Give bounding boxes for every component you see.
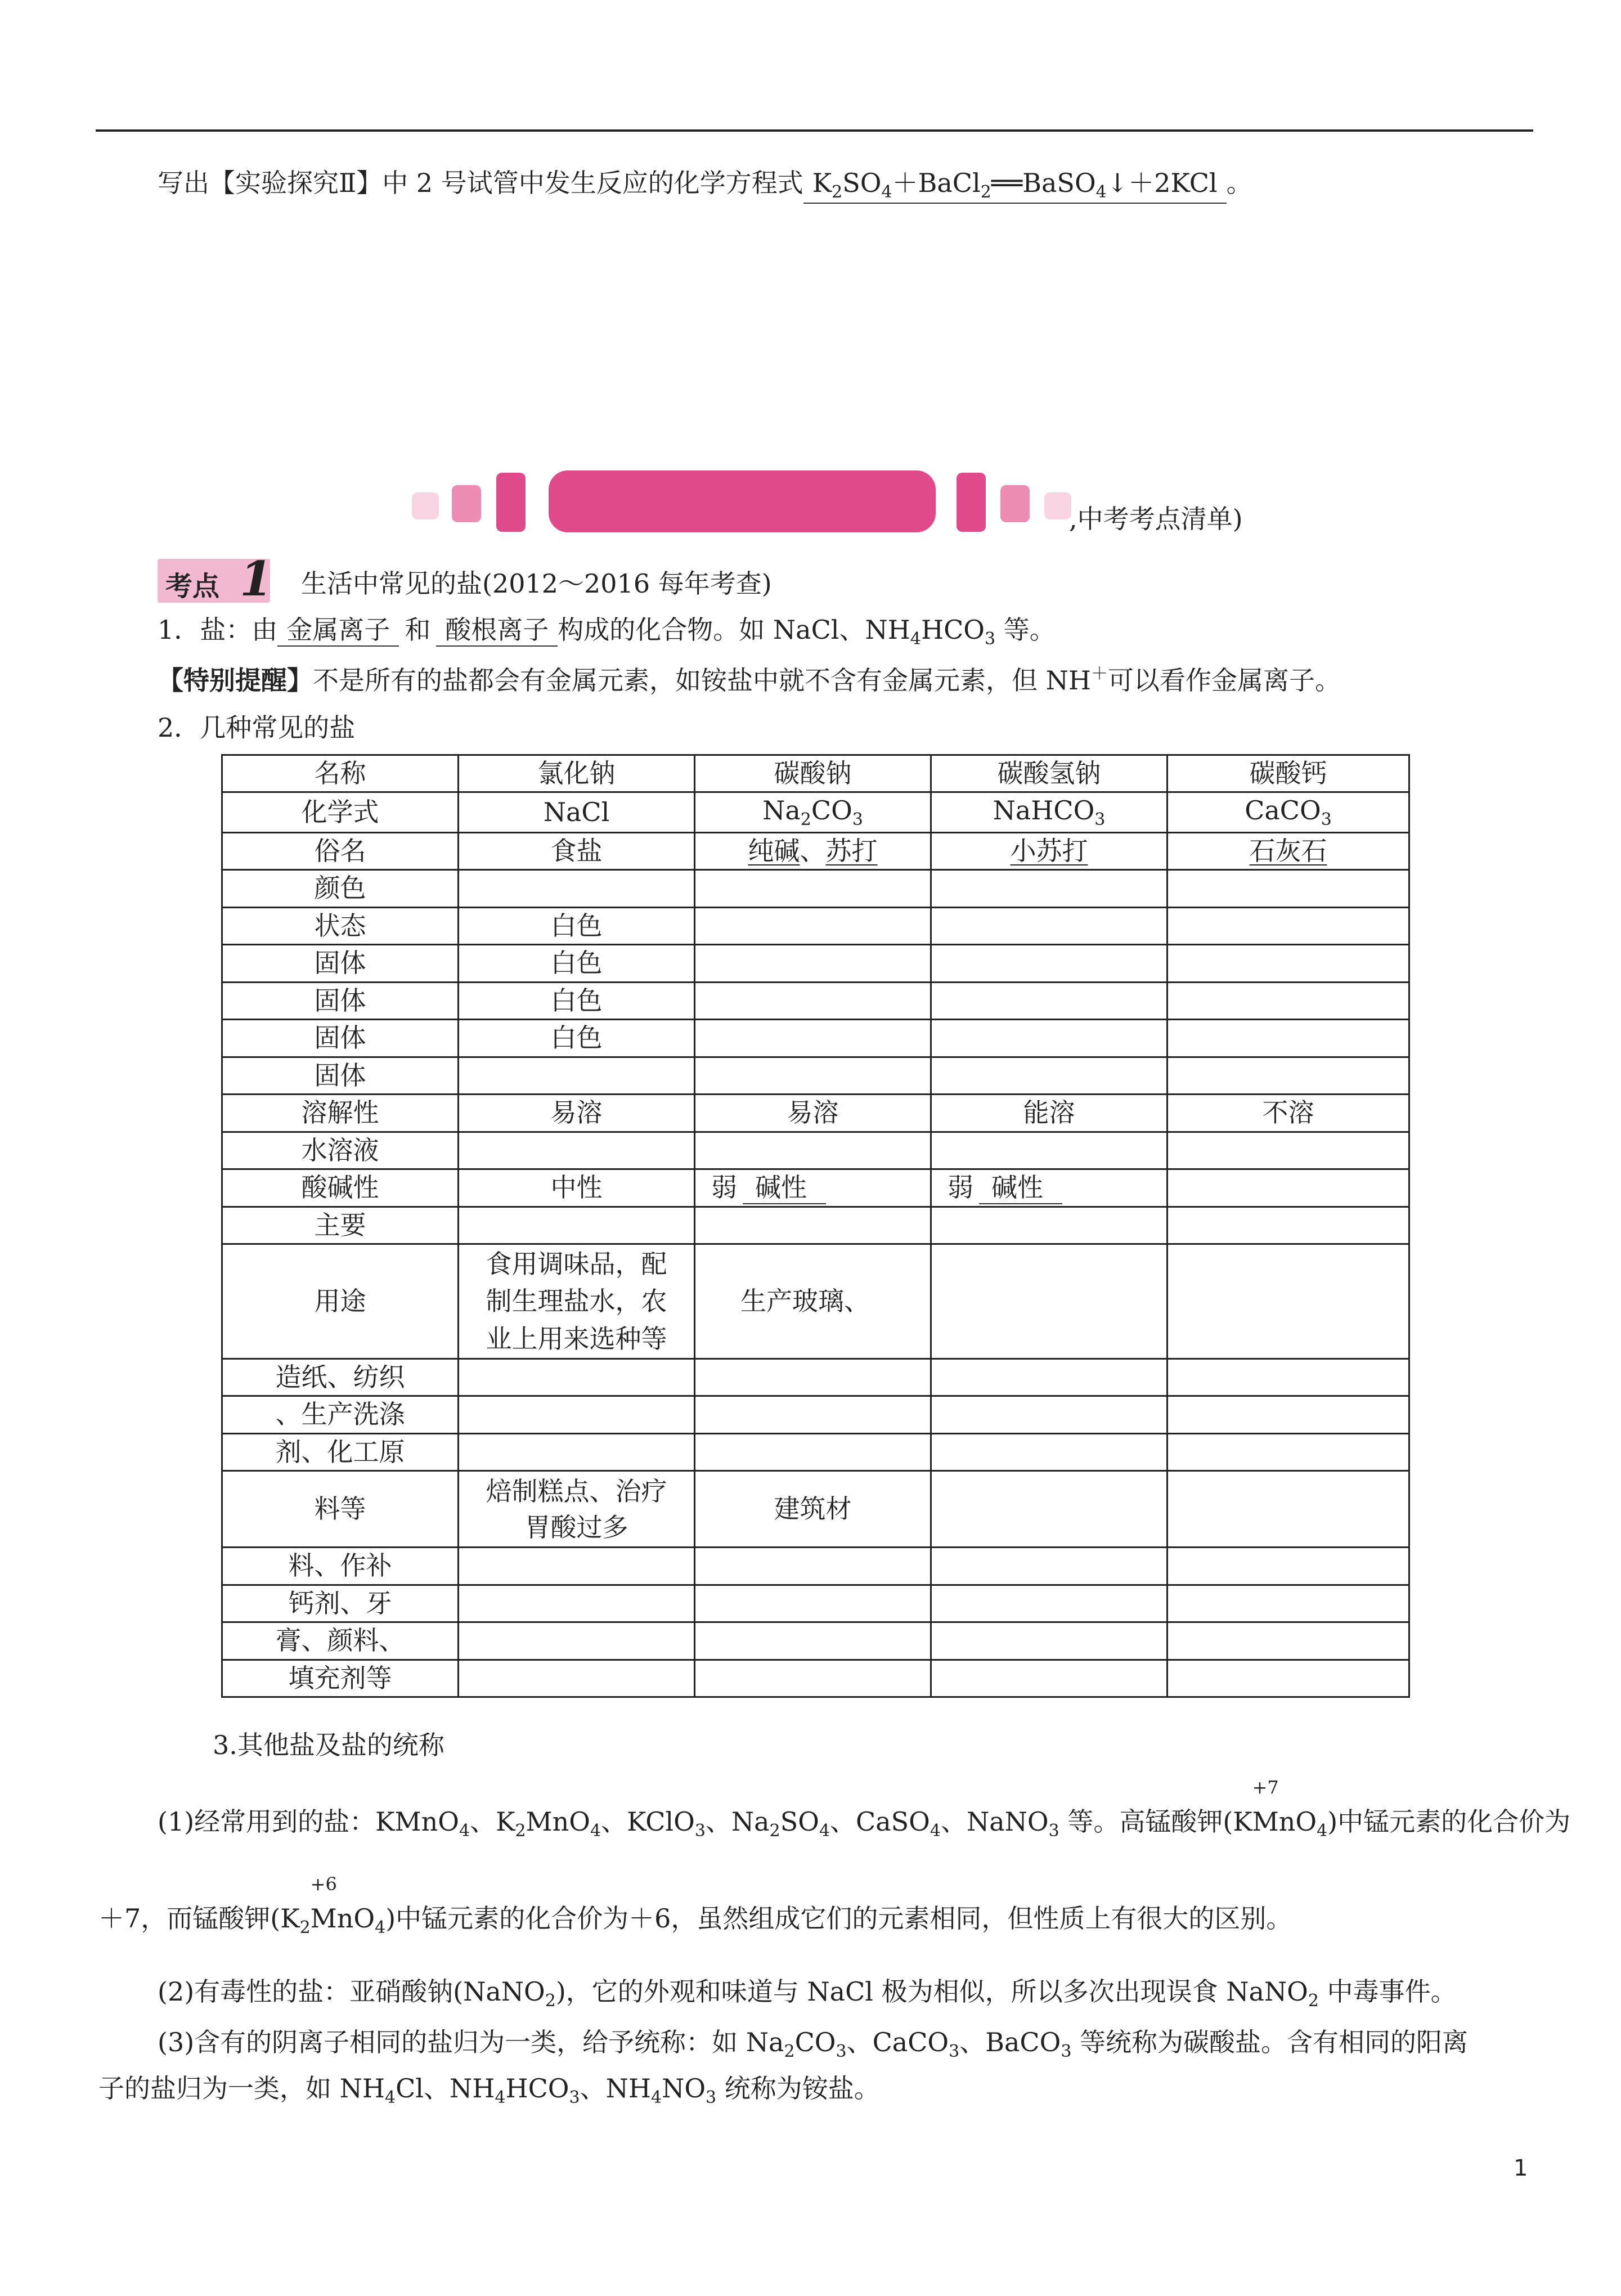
- common-name-cell: 纯碱、苏打: [695, 832, 931, 869]
- table-cell: [1168, 1396, 1409, 1433]
- table-row: [222, 1207, 1409, 1244]
- table-cell: [1168, 1359, 1409, 1396]
- row-label: 固体: [222, 1020, 459, 1057]
- table-row: [222, 1244, 1409, 1359]
- table-cell: [695, 1396, 931, 1433]
- experiment-equation-line: 写出【实验探究Ⅱ】中 2 号试管中发生反应的化学方程式 $K_2SO_4+BaCl_2══BaSO_4↓+2KCl$ 。: [158, 167, 1252, 204]
- banner-square: [496, 473, 526, 532]
- table-cell: [695, 1132, 931, 1169]
- table-cell: [695, 1359, 931, 1396]
- salt-definition: 1．盐：由 金属离子 和 酸根离子 构成的化合物。如 NaCl、$NH_4HCO_3$ 等。: [158, 615, 1056, 649]
- table-cell: [931, 1622, 1168, 1660]
- table-cell: [931, 1433, 1168, 1470]
- table-cell: [931, 1359, 1168, 1396]
- row-label: 固体: [222, 1057, 459, 1094]
- table-cell: [695, 982, 931, 1019]
- table-cell: [459, 1433, 695, 1470]
- table-cell: [931, 1471, 1168, 1548]
- use-cell: 食用调味品，配 制生理盐水，农 业上用来选种等: [459, 1244, 695, 1359]
- table-row: [222, 1660, 1409, 1697]
- salts-table: [221, 754, 1410, 1698]
- table-cell: [1168, 982, 1409, 1019]
- table-cell: [459, 1548, 695, 1585]
- table-cell: [931, 1057, 1168, 1094]
- table-cell: [1168, 1622, 1409, 1660]
- paragraph-toxic-salt: (2)有毒性的盐：亚硝酸钠(NaNO$_2$)，它的外观和味道与 NaCl 极为相似，所以多次出现误食 NaNO$_2$ 中毒事件。: [158, 1976, 1457, 2011]
- table-cell: [459, 870, 695, 907]
- table-cell: [695, 1020, 931, 1057]
- kaodian-title: 生活中常见的盐(2012～2016 每年考查): [301, 568, 772, 599]
- table-cell: [1168, 1132, 1409, 1169]
- banner-main-bar: [549, 470, 936, 532]
- row-label: 水溶液: [222, 1132, 459, 1169]
- header-rule: [96, 129, 1533, 132]
- item-2-heading: 2．几种常见的盐: [158, 712, 356, 743]
- table-cell: [931, 870, 1168, 907]
- use-cell: 建筑材: [695, 1471, 931, 1548]
- paragraph-salt-groups: (3)含有的阴离子相同的盐归为一类，给予统称：如 $Na_2CO_3$、CaCO$_3$、BaCO$_3$ 等统称为碳酸盐。含有相同的阳离: [158, 2027, 1469, 2061]
- table-row: [222, 1132, 1409, 1169]
- table-row: [222, 832, 1409, 869]
- use-cell: 生产玻璃、: [695, 1244, 931, 1359]
- header-cell: 碳酸氢钠: [931, 755, 1168, 792]
- row-label: 主要: [222, 1207, 459, 1244]
- kaodian-badge: [158, 551, 273, 607]
- table-row: [222, 870, 1409, 907]
- table-cell: [459, 1585, 695, 1622]
- equation-answer: $K_2SO_4+BaCl_2══BaSO_4↓+2KCl$: [803, 168, 1227, 204]
- table-cell: [931, 1132, 1168, 1169]
- table-cell: [931, 1020, 1168, 1057]
- banner-square: [1000, 485, 1030, 522]
- row-label: 酸碱性: [222, 1169, 459, 1207]
- table-row: [222, 907, 1409, 944]
- table-cell: [1168, 945, 1409, 982]
- paragraph-common-salts-cont: ＋7，而锰酸钾($K_2$ +6 MnO$_4$)中锰元素的化合价为＋6，虽然组成它们的元素相同，但性质上有很大的区别。: [98, 1873, 1292, 1938]
- table-cell: [1168, 1207, 1409, 1244]
- table-cell: [459, 1396, 695, 1433]
- banner-square: [1044, 492, 1071, 519]
- table-cell: 白色: [459, 982, 695, 1019]
- common-name-cell: 食盐: [459, 832, 695, 869]
- header-cell: 碳酸钙: [1168, 755, 1409, 792]
- row-label: 化学式: [222, 792, 459, 832]
- row-label: 固体: [222, 945, 459, 982]
- paragraph-common-salts: (1)经常用到的盐：KMnO$_4$、$K_2MnO_4$、KClO$_3$、$Na_2SO_4$、CaSO$_4$、NaNO$_3$ 等。高锰酸钾(K +7 MnO$_4$)中锰元素的化合价为: [158, 1777, 1571, 1841]
- header-cell: 氯化钠: [459, 755, 695, 792]
- table-row: [222, 945, 1409, 982]
- row-label: 造纸、纺织: [222, 1359, 459, 1396]
- table-cell: [695, 907, 931, 944]
- acidity-cell: 弱 碱性: [931, 1169, 1168, 1207]
- table-cell: [931, 1244, 1168, 1359]
- table-cell: [459, 1132, 695, 1169]
- table-cell: [1168, 1020, 1409, 1057]
- solubility-cell: 能溶: [931, 1095, 1168, 1132]
- kaodian-number: 1: [240, 551, 273, 607]
- kaodian-tag: 考点: [165, 571, 220, 602]
- solubility-cell: 易溶: [695, 1095, 931, 1132]
- row-label: 用途: [222, 1244, 459, 1359]
- formula-cell: NaHCO$_3$: [931, 792, 1168, 832]
- table-cell: [931, 1396, 1168, 1433]
- banner-square: [452, 485, 481, 522]
- row-label: 钙剂、牙: [222, 1585, 459, 1622]
- table-cell: [695, 870, 931, 907]
- table-cell: [1168, 907, 1409, 944]
- table-cell: [695, 1057, 931, 1094]
- table-row: [222, 1585, 1409, 1622]
- formula-cell: CaCO$_3$: [1168, 792, 1409, 832]
- table-row: [222, 1095, 1409, 1132]
- table-cell: 白色: [459, 1020, 695, 1057]
- solubility-cell: 易溶: [459, 1095, 695, 1132]
- table-cell: [931, 1207, 1168, 1244]
- row-label: 颜色: [222, 870, 459, 907]
- table-cell: [931, 1660, 1168, 1697]
- table-row: [222, 1548, 1409, 1585]
- formula-cell: $Na_2CO_3$: [695, 792, 931, 832]
- table-row: [222, 1169, 1409, 1207]
- answer-metal-ion: 金属离子: [277, 615, 399, 647]
- paragraph-salt-groups-cont: 子的盐归为一类，如 $NH_4Cl$、$NH_4HCO_3$、$NH_4NO_3$ 统称为铵盐。: [98, 2073, 880, 2107]
- row-label: 填充剂等: [222, 1660, 459, 1697]
- table-cell: [459, 1660, 695, 1697]
- table-cell: [1168, 1660, 1409, 1697]
- header-cell: 碳酸钠: [695, 755, 931, 792]
- solubility-cell: 不溶: [1168, 1095, 1409, 1132]
- row-label: 剂、化工原: [222, 1433, 459, 1470]
- table-cell: [931, 982, 1168, 1019]
- table-cell: [695, 1585, 931, 1622]
- table-header-row: [222, 755, 1409, 792]
- table-row: [222, 1057, 1409, 1094]
- table-cell: [695, 1548, 931, 1585]
- row-label: 溶解性: [222, 1095, 459, 1132]
- table-cell: [695, 1660, 931, 1697]
- table-cell: 白色: [459, 945, 695, 982]
- row-label: 俗名: [222, 832, 459, 869]
- table-cell: [1168, 1433, 1409, 1470]
- table-row: [222, 982, 1409, 1019]
- table-row: [222, 1471, 1409, 1548]
- equation-prompt: 写出【实验探究Ⅱ】中 2 号试管中发生反应的化学方程式: [158, 168, 803, 198]
- table-cell: [1168, 1057, 1409, 1094]
- banner-label: ,中考考点清单): [1069, 504, 1243, 534]
- item-3-heading: 3.其他盐及盐的统称: [213, 1730, 444, 1760]
- common-name-cell: 石灰石: [1168, 832, 1409, 869]
- table-cell: [1168, 1169, 1409, 1207]
- formula-cell: NaCl: [459, 792, 695, 832]
- special-tip: 【特别提醒】不是所有的盐都会有金属元素，如铵盐中就不含有金属元素，但 NH＋可以看作金属离子。: [158, 664, 1341, 696]
- row-label: 料、作补: [222, 1548, 459, 1585]
- table-cell: [931, 907, 1168, 944]
- acidity-cell: 中性: [459, 1169, 695, 1207]
- table-cell: [695, 945, 931, 982]
- table-row: [222, 1396, 1409, 1433]
- table-cell: [1168, 1585, 1409, 1622]
- table-cell: [1168, 1471, 1409, 1548]
- table-cell: [931, 945, 1168, 982]
- table-cell: [931, 1585, 1168, 1622]
- row-label: 、生产洗涤: [222, 1396, 459, 1433]
- table-cell: [1168, 870, 1409, 907]
- table-cell: [695, 1207, 931, 1244]
- row-label: 固体: [222, 982, 459, 1019]
- table-row: [222, 1359, 1409, 1396]
- table-cell: [459, 1057, 695, 1094]
- table-cell: [459, 1359, 695, 1396]
- page-number: 1: [1514, 2155, 1528, 2181]
- use-cell: 焙制糕点、治疗 胃酸过多: [459, 1471, 695, 1548]
- banner-square: [957, 473, 986, 532]
- table-row: [222, 1433, 1409, 1470]
- table-cell: [1168, 1244, 1409, 1359]
- acidity-cell: 弱 碱性: [695, 1169, 931, 1207]
- table-cell: [459, 1622, 695, 1660]
- table-cell: [1168, 1548, 1409, 1585]
- table-row: [222, 1622, 1409, 1660]
- row-label: 状态: [222, 907, 459, 944]
- common-name-cell: 小苏打: [931, 832, 1168, 869]
- banner-square: [412, 492, 439, 519]
- table-cell: 白色: [459, 907, 695, 944]
- answer-acid-radical: 酸根离子: [436, 615, 558, 647]
- table-row: [222, 1020, 1409, 1057]
- table-row: [222, 792, 1409, 832]
- header-cell: 名称: [222, 755, 459, 792]
- table-cell: [695, 1433, 931, 1470]
- table-cell: [931, 1548, 1168, 1585]
- table-cell: [695, 1622, 931, 1660]
- row-label: 膏、颜料、: [222, 1622, 459, 1660]
- table-cell: [459, 1207, 695, 1244]
- row-label: 料等: [222, 1471, 459, 1548]
